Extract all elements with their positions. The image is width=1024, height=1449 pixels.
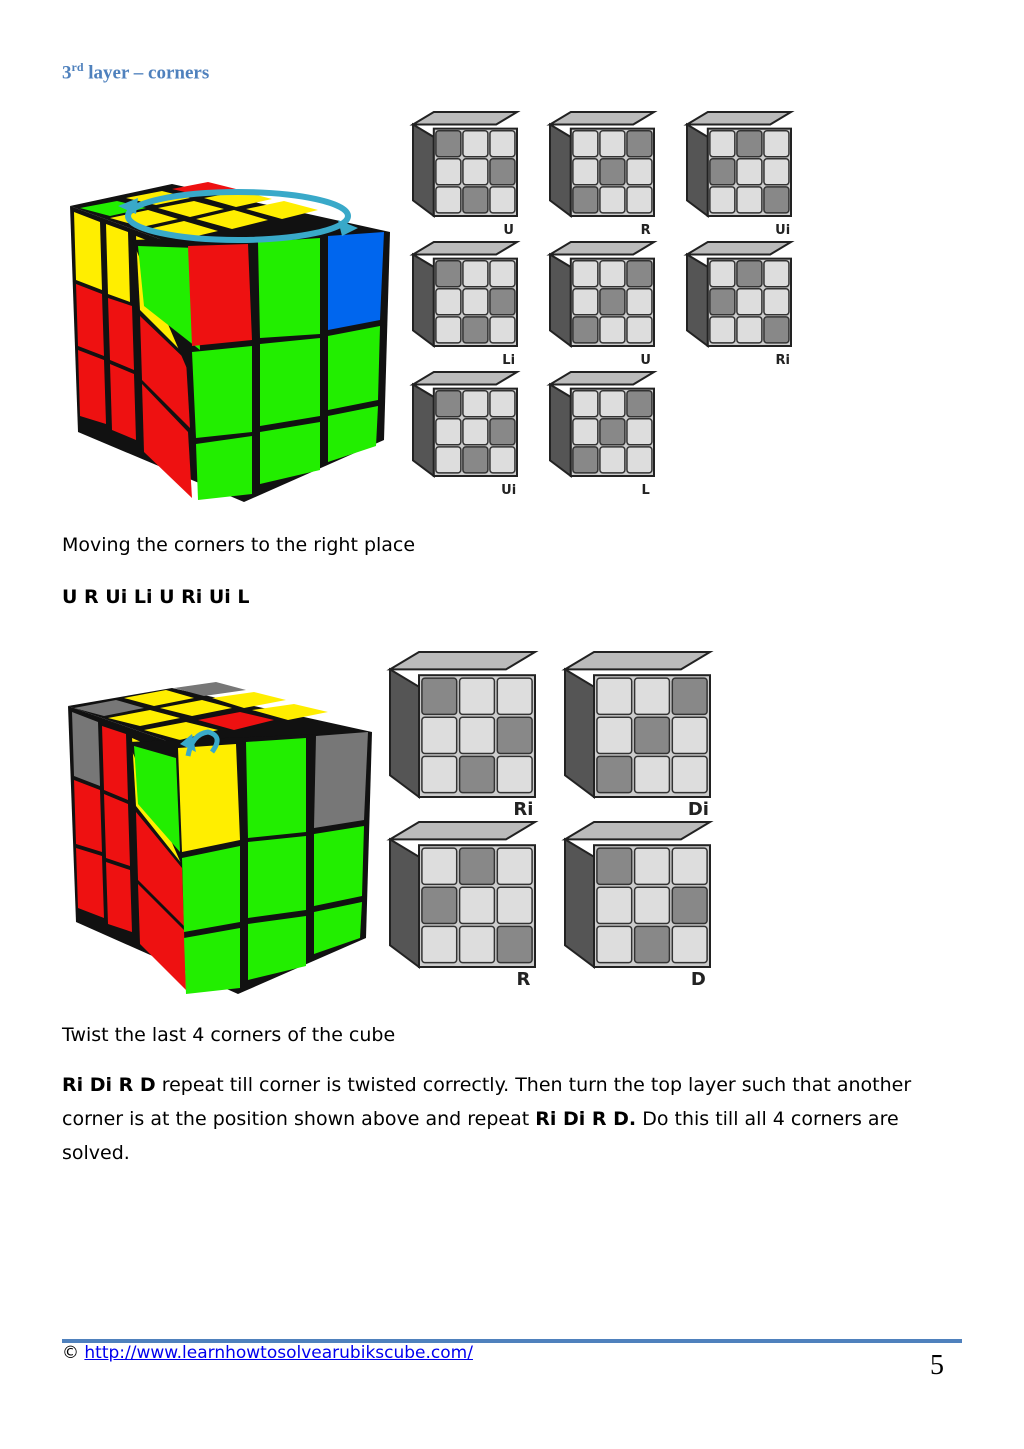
move-label: U: [503, 223, 514, 238]
instruction-paragraph: [62, 1068, 952, 1170]
caption-twist-corners: Twist the last 4 corners of the cube: [62, 1024, 396, 1046]
cube-illustration-corners-permute: [62, 170, 397, 510]
footer-copyright: [62, 1343, 473, 1363]
instruction-text-2: Do this till all 4 corners are solved.: [62, 1108, 899, 1164]
move-label: Li: [502, 353, 516, 368]
move-thumbnail: [565, 652, 710, 820]
move-thumbnail: [687, 112, 791, 238]
algorithm-formula: U R Ui Li U Ri Ui L: [62, 586, 250, 608]
move-thumbnails: [382, 650, 722, 985]
move-thumbnail: [413, 242, 517, 368]
move-label: U: [640, 353, 651, 368]
move-thumbnail: [390, 822, 535, 985]
move-thumbnail: [390, 652, 535, 820]
website-link[interactable]: http://www.learnhowtosolvearubikscube.com/: [84, 1343, 473, 1363]
instruction-text-1: repeat till corner is twisted correctly. Then turn the top layer such that another corner is at the position shown above and repeat: [62, 1074, 912, 1130]
copyright-symbol: ©: [62, 1343, 85, 1363]
move-thumbnail: [413, 372, 517, 498]
page-number: 5: [930, 1350, 944, 1381]
move-thumbnail: [565, 822, 710, 985]
move-thumbnail: [550, 372, 654, 498]
move-label: Ri: [513, 799, 534, 820]
move-thumbnails: [405, 108, 815, 498]
heading-superscript: rd: [71, 60, 84, 74]
heading-text: layer – corners: [83, 62, 210, 84]
move-thumbnail: [550, 112, 654, 238]
move-label: R: [640, 223, 651, 238]
algorithm-bold-1: Ri Di R D: [62, 1074, 156, 1096]
move-label: R: [516, 969, 531, 985]
move-label: Ri: [775, 353, 790, 368]
move-label: L: [641, 483, 650, 498]
move-thumbnail: [413, 112, 517, 238]
move-thumbnail: [687, 242, 791, 368]
move-sequence-grid-1: [405, 108, 815, 498]
move-label: Ui: [775, 223, 791, 238]
cube-illustration-corners-twist: [62, 682, 380, 1000]
caption-moving-corners: Moving the corners to the right place: [62, 534, 416, 556]
move-label: Ui: [501, 483, 517, 498]
move-label: D: [690, 969, 706, 985]
move-sequence-grid-2: [382, 650, 722, 985]
algorithm-bold-2: Ri Di R D.: [535, 1108, 637, 1130]
heading-ordinal: 3: [62, 62, 72, 84]
page-heading: [62, 60, 209, 84]
move-thumbnail: [550, 242, 654, 368]
move-label: Di: [687, 799, 709, 820]
